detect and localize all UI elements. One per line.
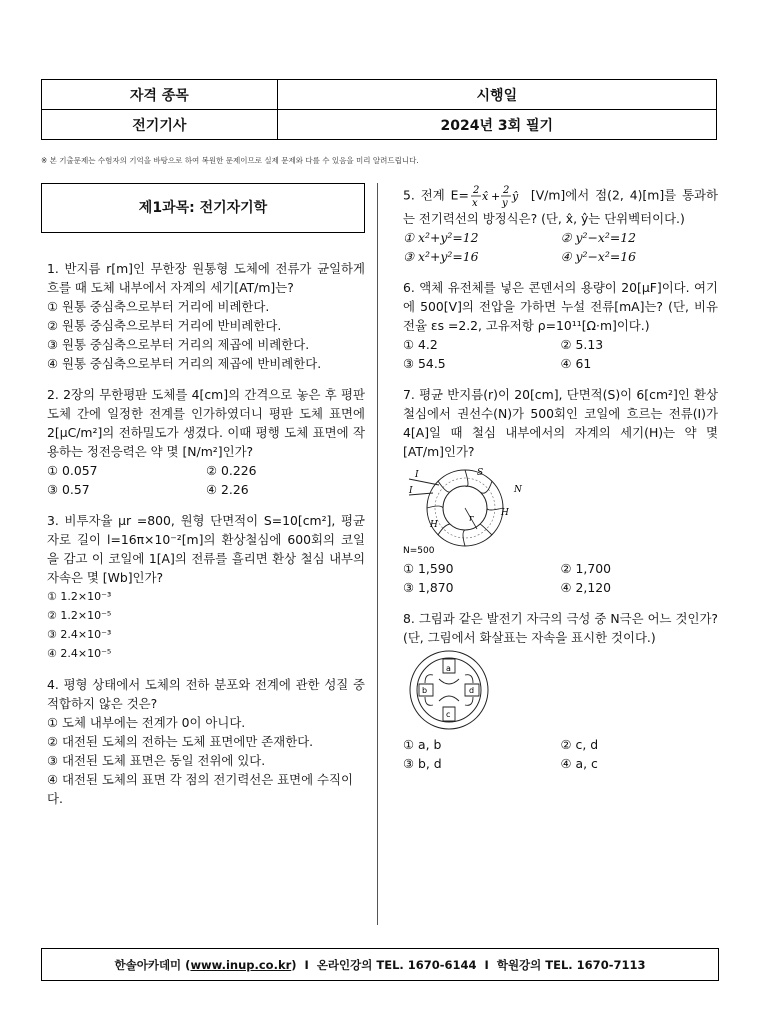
question-1	[47, 259, 365, 373]
question-1-option-1: ① 원통 중심축으로부터 거리에 비례한다.	[47, 299, 270, 314]
question-2-option-4: ④ 2.26	[206, 482, 249, 497]
question-3-option-1: ① 1.2×10⁻³	[47, 590, 112, 603]
question-7-option-3: ③ 1,870	[403, 580, 454, 595]
svg-text:x̂: x̂	[481, 190, 489, 203]
fig7-label-I: I	[409, 486, 413, 496]
disclaimer-notice: ※ 본 기출문제는 수험자의 기억을 바탕으로 하여 복원한 문제이므로 실제 문제와 다를 수 있음을 미리 알려드립니다.	[41, 156, 419, 165]
fig7-label-turns: N=500	[403, 546, 435, 555]
header-qualification-label: 자격 종목	[42, 80, 278, 110]
question-2-option-1: ① 0.057	[47, 463, 98, 478]
svg-text:ŷ: ŷ	[511, 190, 519, 203]
question-2-text: 2. 2장의 무한평판 도체를 4[cm]의 간격으로 놓은 후 평판 도체 간에 일정한 전계를 인가하였더니 평판 도체 표면에 2[μC/m²]의 전하밀도가 생겼다. 이때 평행 도체 표면에 작용하는 정전응력은 약 몇 [N/m²]인가?	[47, 387, 365, 459]
question-1-text: 1. 반지름 r[m]인 무한장 원통형 도체에 전류가 균일하게 흐를 때 도체 내부에서 자계의 세기[AT/m]는?	[47, 261, 365, 295]
left-column	[47, 183, 365, 820]
question-7-text: 7. 평균 반지름(r)이 20[cm], 단면적(S)이 6[cm²]인 환상 철심에서 권선수(N)가 500회인 코일에 흐르는 전류(I)가 4[A]일 때 철심 내부에서의 자계의 세기(H)는 약 몇 [AT/m]인가?	[403, 387, 718, 459]
question-2-option-2: ② 0.226	[206, 463, 257, 478]
fig8-label-c: c	[446, 710, 451, 719]
question-1-option-3: ③ 원통 중심축으로부터 거리의 제곱에 비례한다.	[47, 337, 310, 352]
footer-contact: ) I 온라인강의 TEL. 1670-6144 I 학원강의 TEL. 1670-7113	[291, 957, 646, 972]
question-8	[403, 609, 718, 773]
question-4-option-3: ③ 대전된 도체 표면은 동일 전위에 있다.	[47, 753, 266, 768]
exam-header-table	[41, 79, 717, 140]
question-7-option-2: ② 1,700	[560, 561, 612, 576]
footer-academy: 한솔아카데미 (	[114, 957, 191, 972]
question-7-option-1: ① 1,590	[403, 561, 454, 576]
question-3-text: 3. 비투자율 μr =800, 원형 단면적이 S=10[cm²], 평균 자로 길이 l=16π×10⁻²[m]의 환상철심에 600회의 코일을 감고 이 코일에 1[A]의 전류를 흘리면 환상 철심 내부의 자속은 몇 [Wb]인가?	[47, 513, 365, 585]
question-8-option-4: ④ a, c	[560, 756, 598, 771]
fig7-label-r: r	[469, 514, 474, 524]
question-5-option-2: ② y²−x²=12	[560, 230, 636, 245]
fig7-label-H-left: H	[430, 520, 438, 530]
fig7-label-H-right: H	[501, 508, 509, 518]
question-8-text: 8. 그림과 같은 발전기 자극의 극성 중 N극은 어느 것인가? (단, 그림에서 화살표는 자속을 표시한 것이다.)	[403, 611, 718, 645]
question-5-option-3: ③ x²+y²=16	[403, 249, 479, 264]
question-1-option-2: ② 원통 중심축으로부터 거리에 반비례한다.	[47, 318, 282, 333]
question-6-option-1: ① 4.2	[403, 337, 438, 352]
header-qualification-value: 전기기사	[42, 110, 278, 140]
question-4-text: 4. 평형 상태에서 도체의 전하 분포와 전계에 관한 성질 중 적합하지 않은 것은?	[47, 677, 365, 711]
svg-text:y: y	[501, 198, 508, 209]
footer-website-link[interactable]: www.inup.co.kr	[190, 957, 292, 972]
question-8-option-3: ③ b, d	[403, 756, 442, 771]
question-5-formula	[469, 183, 531, 209]
fig7-label-S: S	[477, 468, 484, 478]
question-3	[47, 511, 365, 663]
svg-text:2: 2	[472, 185, 480, 196]
fig7-label-N: N	[514, 485, 522, 495]
question-2	[47, 385, 365, 499]
svg-text:x: x	[471, 198, 478, 209]
question-1-option-4: ④ 원통 중심축으로부터 거리의 제곱에 반비례한다.	[47, 356, 322, 371]
question-5	[403, 183, 718, 266]
question-8-option-2: ② c, d	[560, 737, 599, 752]
column-divider	[377, 183, 378, 925]
right-column	[403, 183, 718, 785]
toroid-coil-figure	[403, 463, 533, 555]
generator-poles-figure	[403, 649, 495, 731]
question-3-option-3: ③ 2.4×10⁻³	[47, 628, 112, 641]
question-5-option-1: ① x²+y²=12	[403, 230, 479, 245]
svg-text:+: +	[490, 190, 501, 203]
svg-text:2: 2	[502, 185, 510, 196]
question-6-text: 6. 액체 유전체를 넣은 콘덴서의 용량이 20[μF]이다. 여기에 500[V]의 전압을 가하면 누설 전류[mA]는? (단, 비유전율 εs =2.2, 고유저항 ρ=10¹¹[Ω·m]이다.)	[403, 280, 718, 333]
question-7	[403, 385, 718, 597]
fig8-label-a: a	[446, 664, 451, 673]
question-6-option-2: ② 5.13	[560, 337, 604, 352]
question-2-option-3: ③ 0.57	[47, 482, 90, 497]
header-date-value: 2024년 3회 필기	[277, 110, 716, 140]
page-footer	[41, 948, 719, 981]
question-8-option-1: ① a, b	[403, 737, 442, 752]
fig8-label-b: b	[422, 686, 428, 695]
question-5-option-4: ④ y²−x²=16	[560, 249, 636, 264]
fig8-label-d: d	[469, 686, 475, 695]
question-6	[403, 278, 718, 373]
question-4-option-4: ④ 대전된 도체의 표면 각 점의 전기력선은 표면에 수직이다.	[47, 772, 353, 806]
question-6-option-4: ④ 61	[560, 356, 592, 371]
question-6-option-3: ③ 54.5	[403, 356, 446, 371]
fig7-label-I-top: I	[415, 470, 419, 480]
question-4	[47, 675, 365, 808]
question-5-text-post: [V/m]에서 점(2, 4)[m]를 통과하는 전기력선의 방정식은? (단, x̂, ŷ는 단위벡터이다.)	[403, 187, 718, 226]
question-3-option-2: ② 1.2×10⁻⁵	[47, 609, 112, 622]
question-4-option-2: ② 대전된 도체의 전하는 도체 표면에만 존재한다.	[47, 734, 314, 749]
question-4-option-1: ① 도체 내부에는 전계가 0이 아니다.	[47, 715, 246, 730]
subject-title: 제1과목: 전기자기학	[41, 183, 365, 233]
header-date-label: 시행일	[277, 80, 716, 110]
question-7-option-4: ④ 2,120	[560, 580, 612, 595]
question-3-option-4: ④ 2.4×10⁻⁵	[47, 647, 112, 660]
question-5-text-pre: 5. 전계 E=	[403, 187, 469, 203]
